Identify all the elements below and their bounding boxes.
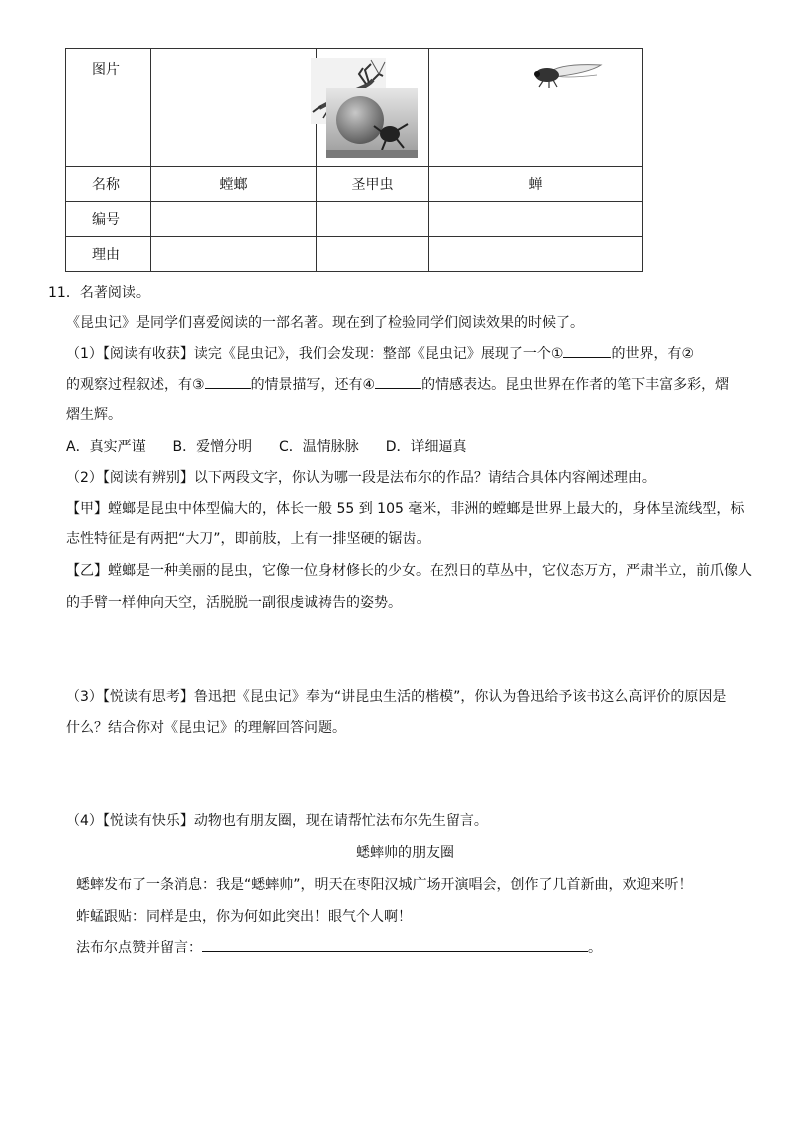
part1-line1-text-a: （1）【阅读有收获】读完《昆虫记》，我们会发现：整部《昆虫记》展现了一个① — [66, 346, 564, 362]
grasshopper-reply: 蚱蜢跟贴：同样是虫，你为何如此突出！眼气个人啊！ — [76, 909, 412, 925]
blank-1[interactable] — [563, 343, 611, 358]
number-row — [66, 202, 643, 237]
part1-line2-text-b: 的情景描写，还有④ — [250, 377, 376, 393]
part4-prompt: （4）【悦读有快乐】动物也有朋友圈，现在请帮忙法布尔先生留言。 — [66, 813, 488, 829]
cicada-picture — [529, 55, 609, 91]
number-cicada-cell — [429, 202, 643, 237]
number-scarab-cell — [317, 202, 429, 237]
name-row — [66, 167, 643, 202]
picture-row — [66, 49, 643, 167]
name-row-label: 名称 — [66, 167, 151, 202]
reason-mantis-cell — [151, 237, 317, 272]
part1-line2 — [66, 374, 729, 394]
reason-scarab-cell — [317, 237, 429, 272]
scarab-cell — [317, 49, 429, 167]
fabre-reply-label: 法布尔点赞并留言： — [76, 940, 202, 956]
mantis-cell — [151, 49, 317, 167]
part3-line1: （3）【悦读有思考】鲁迅把《昆虫记》奉为“讲昆虫生活的楷模”，你认为鲁迅给予该书这么高评价的原因是 — [66, 689, 727, 705]
cicada-cell — [429, 49, 643, 167]
passage-yi-line2: 的手臂一样伸向天空，活脱脱一副很虔诚祷告的姿势。 — [66, 595, 402, 611]
reason-row — [66, 237, 643, 272]
option-d: D．详细逼真 — [385, 439, 467, 455]
blank-3[interactable] — [205, 374, 251, 389]
option-b: B．爱憎分明 — [172, 439, 253, 455]
question-11-intro: 《昆虫记》是同学们喜爱阅读的一部名著。现在到了检验同学们阅读效果的时候了。 — [66, 315, 584, 331]
passage-yi-line1: 【乙】螳螂是一种美丽的昆虫，它像一位身材修长的少女。在烈日的草丛中，它仪态万方，严肃半立，前爪像人 — [66, 563, 752, 579]
name-cicada: 蝉 — [429, 167, 643, 202]
name-mantis: 螳螂 — [151, 167, 317, 202]
fabre-reply-end: 。 — [588, 940, 602, 956]
fabre-reply-line — [76, 937, 602, 957]
scarab-beetle-picture — [326, 88, 418, 158]
reason-cicada-cell — [429, 237, 643, 272]
cricket-post: 蟋蟀发布了一条消息：我是“蟋蟀帅”，明天在枣阳汉城广场开演唱会，创作了几首新曲，欢迎来听！ — [76, 877, 693, 893]
part2-prompt: （2）【阅读有辨别】以下两段文字，你认为哪一段是法布尔的作品？请结合具体内容阐述理由。 — [66, 470, 656, 486]
blank-4[interactable] — [375, 374, 421, 389]
part1-options — [66, 436, 466, 456]
moments-title: 蟋蟀帅的朋友圈 — [356, 845, 454, 861]
option-c: C．温情脉脉 — [279, 439, 359, 455]
part3-line2: 什么？结合你对《昆虫记》的理解回答问题。 — [66, 720, 346, 736]
picture-row-label: 图片 — [66, 49, 151, 167]
part1-line2-text-a: 的观察过程叙述，有③ — [66, 377, 205, 393]
part1-line1-text-b: 的世界，有② — [611, 346, 695, 362]
part1-line1 — [66, 343, 694, 363]
insect-table — [65, 48, 643, 272]
passage-jia-line1: 【甲】螳螂是昆虫中体型偏大的，体长一般 55 到 105 毫米，非洲的螳螂是世界上最大的，身体呈流线型，标 — [66, 501, 745, 517]
reason-row-label: 理由 — [66, 237, 151, 272]
fabre-reply-blank[interactable] — [202, 937, 588, 952]
number-mantis-cell — [151, 202, 317, 237]
part1-line3: 熠生辉。 — [66, 407, 122, 423]
part1-line2-text-c: 的情感表达。昆虫世界在作者的笔下丰富多彩，熠 — [421, 377, 730, 393]
number-row-label: 编号 — [66, 202, 151, 237]
question-11-heading: 11．名著阅读。 — [48, 285, 150, 301]
name-scarab: 圣甲虫 — [317, 167, 429, 202]
passage-jia-line2: 志性特征是有两把“大刀”，即前肢，上有一排坚硬的锯齿。 — [66, 531, 431, 547]
option-a: A．真实严谨 — [66, 439, 146, 455]
